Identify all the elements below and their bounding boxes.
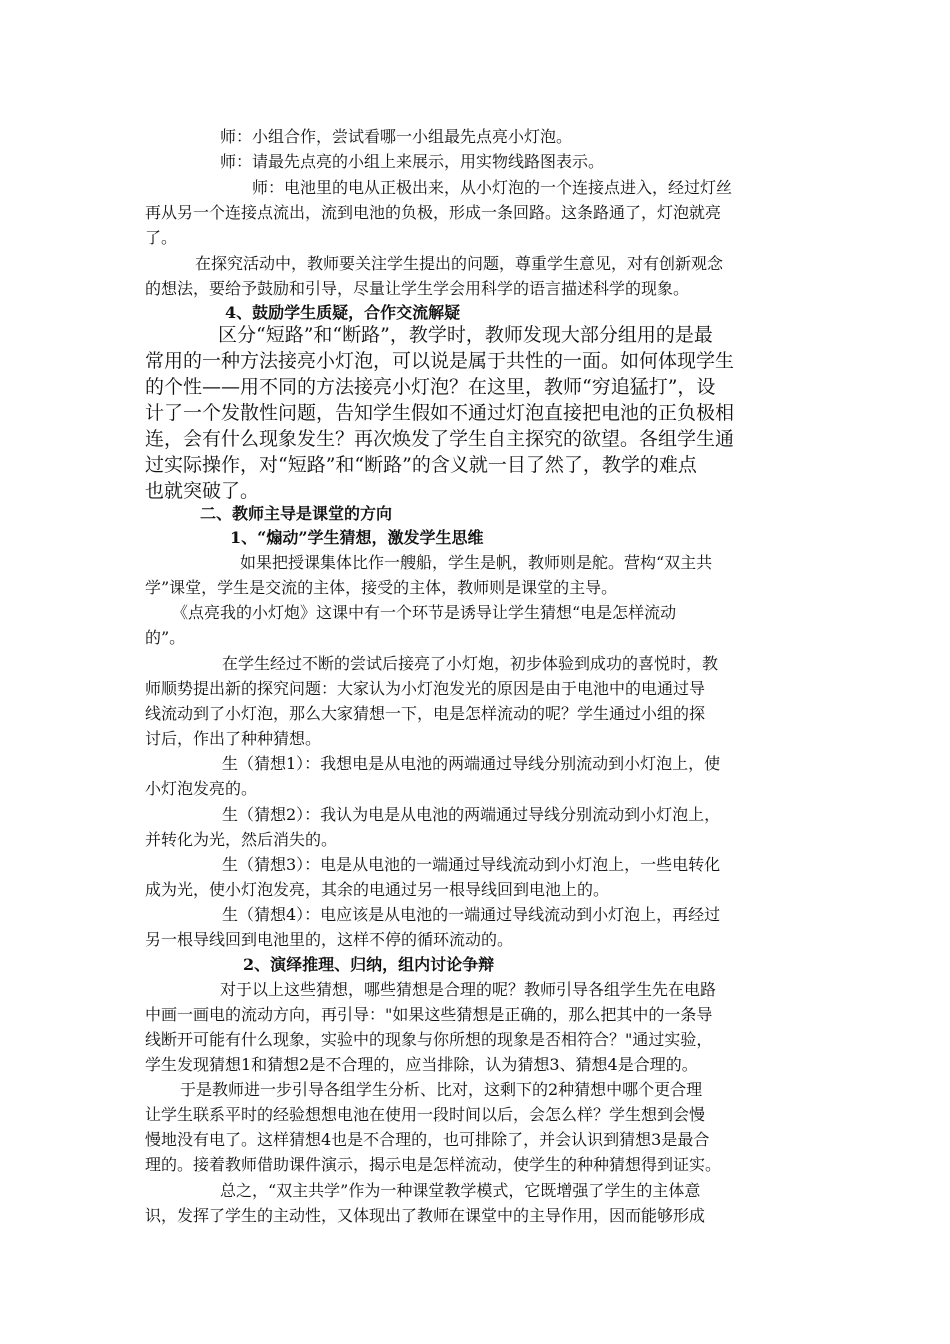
text-line: 线断开可能有什么现象，实验中的现象与你所想的现象是否相符合？"通过实验， [145, 1030, 713, 1049]
section-heading: 2、演绎推理、归纳，组内讨论争辩 [243, 955, 495, 974]
text-line: 识，发挥了学生的主动性，又体现出了教师在课堂中的主导作用，因而能够形成 [145, 1206, 706, 1225]
text-line: 常用的一种方法接亮小灯泡，可以说是属于共性的一面。如何体现学生 [145, 350, 735, 372]
text-line: 再从另一个连接点流出，流到电池的负极，形成一条回路。这条路通了，灯泡就亮 [145, 203, 722, 222]
text-line: 对于以上这些猜想，哪些猜想是合理的呢？教师引导各组学生先在电路 [220, 980, 717, 999]
text-line: 计了一个发散性问题，告知学生假如不通过灯泡直接把电池的正负极相 [145, 402, 735, 424]
text-line: 在探究活动中，教师要关注学生提出的问题，尊重学生意见，对有创新观念 [195, 254, 724, 273]
text-line: 线流动到了小灯泡，那么大家猜想一下，电是怎样流动的呢？学生通过小组的探 [145, 704, 706, 723]
text-line: 于是教师进一步引导各组学生分析、比对，这剩下的2种猜想中哪个更合理 [180, 1080, 703, 1099]
text-line: 学”课堂，学生是交流的主体，接受的主体，教师则是课堂的主导。 [145, 578, 618, 597]
text-line: 也就突破了。 [145, 480, 260, 502]
section-heading: 1、“煽动”学生猜想，激发学生思维 [230, 528, 484, 547]
text-line: 的个性——用不同的方法接亮小灯泡？在这里，教师“穷追猛打”，设 [145, 376, 716, 398]
text-line: 生（猜想2）：我认为电是从电池的两端通过导线分别流动到小灯泡上， [222, 805, 721, 824]
text-line: 小灯泡发亮的。 [145, 779, 258, 798]
text-line: 总之，“双主共学”作为一种课堂教学模式，它既增强了学生的主体意 [220, 1181, 701, 1200]
text-line: 《点亮我的小灯炮》这课中有一个环节是诱导让学生猜想“电是怎样流动 [172, 603, 677, 622]
section-heading: 二、教师主导是课堂的方向 [200, 504, 393, 523]
text-line: 师顺势提出新的探究问题：大家认为小灯泡发光的原因是由于电池中的电通过导 [145, 679, 706, 698]
text-line: 生（猜想3）：电是从电池的一端通过导线流动到小灯泡上，一些电转化 [222, 855, 721, 874]
text-line: 讨后，作出了种种猜想。 [145, 729, 322, 748]
text-line: 的”。 [145, 628, 186, 647]
text-line: 学生发现猜想1和猜想2是不合理的，应当排除，认为猜想3、猜想4是合理的。 [145, 1055, 698, 1074]
text-line: 另一根导线回到电池里的，这样不停的循环流动的。 [145, 930, 514, 949]
text-line: 并转化为光，然后消失的。 [145, 830, 338, 849]
text-line: 连，会有什么现象发生？再次焕发了学生自主探究的欲望。各组学生通 [145, 428, 735, 450]
text-line: 理的。接着教师借助课件演示，揭示电是怎样流动，使学生的种种猜想得到证实。 [145, 1155, 722, 1174]
text-line: 让学生联系平时的经验想想电池在使用一段时间以后，会怎么样？学生想到会慢 [145, 1105, 706, 1124]
text-line: 慢地没有电了。这样猜想4也是不合理的，也可排除了，并会认识到猜想3是最合 [145, 1130, 710, 1149]
text-line: 区分“短路”和“断路”，教学时，教师发现大部分组用的是最 [218, 324, 713, 346]
text-line: 如果把授课集体比作一艘船，学生是帆，教师则是舵。营构“双主共 [240, 553, 713, 572]
text-line: 生（猜想1）：我想电是从电池的两端通过导线分别流动到小灯泡上，使 [222, 754, 721, 773]
text-line: 成为光，使小灯泡发亮，其余的电通过另一根导线回到电池上的。 [145, 880, 610, 899]
text-line: 师：电池里的电从正极出来，从小灯泡的一个连接点进入，经过灯丝 [252, 178, 733, 197]
text-line: 生（猜想4）：电应该是从电池的一端通过导线流动到小灯泡上，再经过 [222, 905, 721, 924]
text-line: 师：小组合作，尝试看哪一小组最先点亮小灯泡。 [220, 127, 573, 146]
text-line: 在学生经过不断的尝试后接亮了小灯炮，初步体验到成功的喜悦时，教 [222, 654, 719, 673]
text-line: 了。 [145, 228, 178, 247]
text-line: 过实际操作，对“短路”和“断路”的含义就一目了然了，教学的难点 [145, 454, 697, 476]
text-line: 中画一画电的流动方向，再引导："如果这些猜想是正确的，那么把其中的一条导 [145, 1005, 713, 1024]
text-line: 的想法，要给予鼓励和引导，尽量让学生学会用科学的语言描述科学的现象。 [145, 279, 690, 298]
section-heading: 4、鼓励学生质疑，合作交流解疑 [225, 303, 461, 322]
text-line: 师：请最先点亮的小组上来展示，用实物线路图表示。 [220, 152, 605, 171]
